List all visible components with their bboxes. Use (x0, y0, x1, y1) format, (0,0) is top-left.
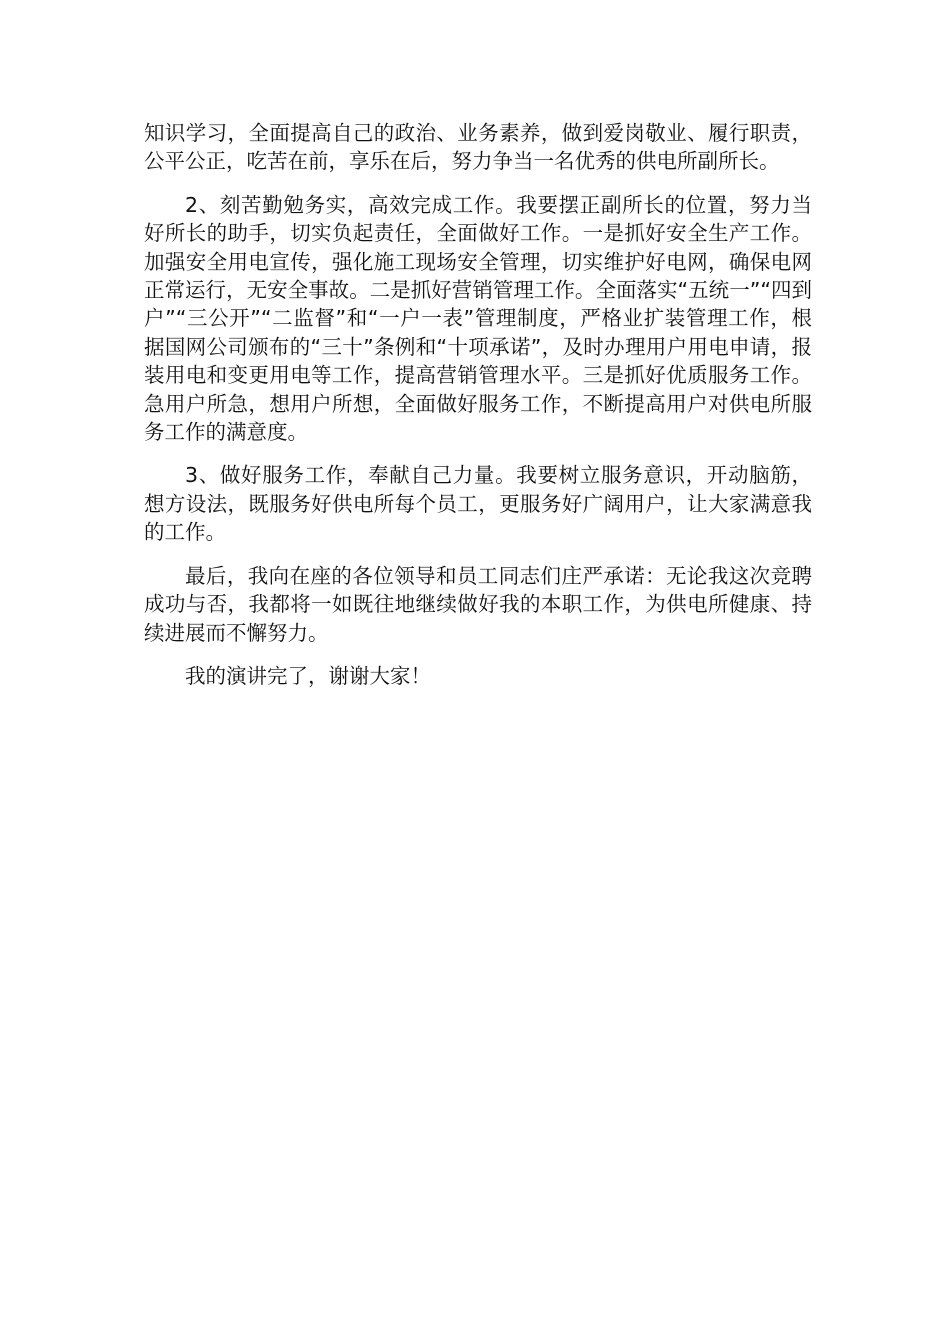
paragraph-thanks: 我的演讲完了，谢谢大家！ (185, 663, 431, 688)
paragraph-closing-pledge: 最后，我向在座的各位领导和员工同志们庄严承诺：无论我这次竞聘成功与否，我都将一如既往地继续做好我的本职工作，为供电所健康、持续进展而不懈努力。 (144, 563, 812, 645)
document-body (144, 119, 812, 705)
paragraph-item-3: 3、做好服务工作，奉献自己力量。我要树立服务意识，开动脑筋，想方设法，既服务好供电所每个员工，更服务好广阔用户，让大家满意我的工作。 (144, 463, 812, 545)
paragraph-item-2: 2、刻苦勤勉务实，高效完成工作。我要摆正副所长的位置，努力当好所长的助手，切实负起责任，全面做好工作。一是抓好安全生产工作。加强安全用电宣传，强化施工现场安全管理，切实维护好电网，确保电网正常运行，无安全事故。二是抓好营销管理工作。全面落实“五统一”“四到户”“三公开”“二监督”和“一户一表”管理制度，严格业扩装管理工作，根据国网公司颁布的“三十”条例和“十项承诺”，及时办理用户用电申请，报装用电和变更用电等工作，提高营销管理水平。三是抓好优质服务工作。急用户所急，想用户所想，全面做好服务工作，不断提高用户对供电所服务工作的满意度。 (144, 192, 812, 445)
paragraph-continuation: 知识学习，全面提高自己的政治、业务素养，做到爱岗敬业、履行职责，公平公正，吃苦在前，享乐在后，努力争当一名优秀的供电所副所长。 (144, 121, 812, 174)
